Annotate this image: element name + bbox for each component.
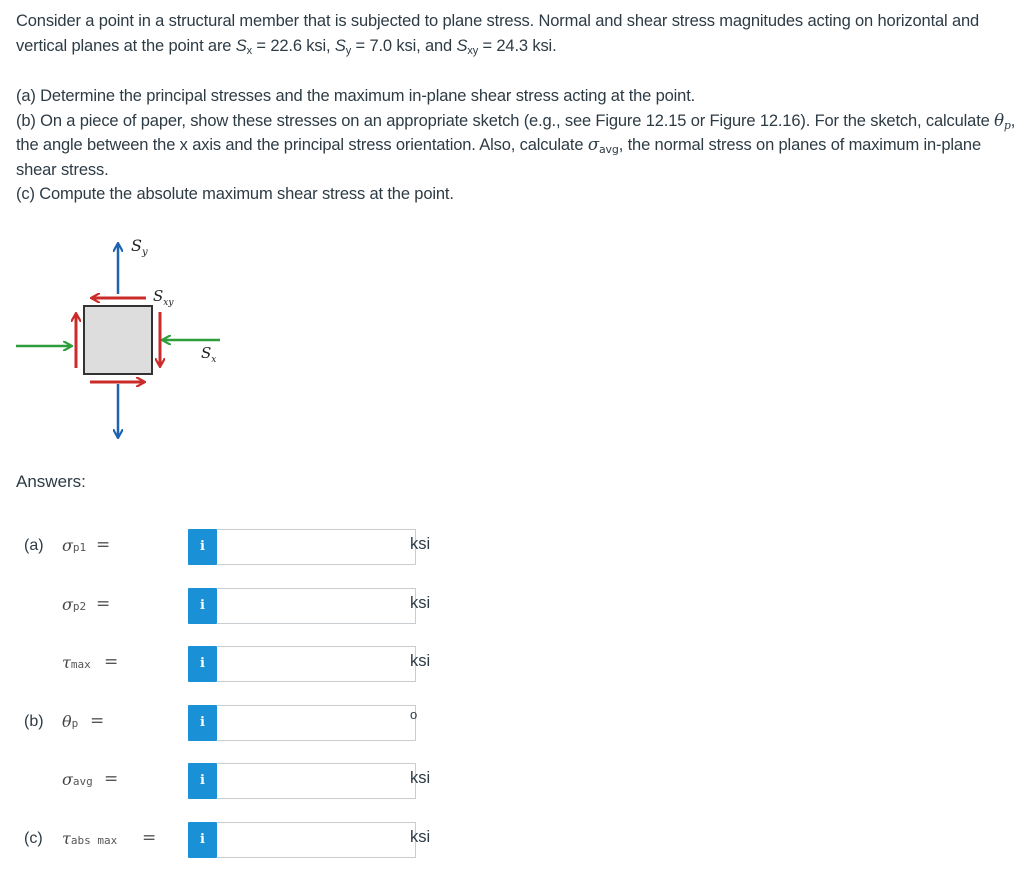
equals-sign: = (104, 652, 119, 672)
unit-label: ksi (410, 769, 431, 787)
sx-symbol: S (235, 36, 247, 55)
stress-element-square (84, 306, 152, 374)
part-label: (c) (24, 830, 43, 847)
question-part-c: (c) Compute the absolute maximum shear stress at the point. (16, 185, 454, 203)
variable-label: σp2 (62, 595, 87, 614)
answer-row-tau-abs-max (0, 822, 1024, 858)
info-icon[interactable]: i (188, 588, 217, 624)
equals-sign: = (142, 828, 157, 848)
variable-label: σp1 (62, 536, 87, 555)
variable-label: τmax (62, 653, 91, 672)
variable-label: τabs max (62, 829, 118, 848)
equals-sign: = (96, 594, 111, 614)
degree-unit-label: o (410, 707, 418, 722)
sigma-p1-input[interactable] (217, 529, 416, 565)
unit-label: ksi (410, 594, 431, 612)
label-sxy: $S_{xy}$ (153, 287, 174, 308)
unit-label: ksi (410, 652, 431, 670)
part-label: (a) (24, 537, 44, 554)
question-intro: Consider a point in a structural member that is subjected to plane stress. Normal and shear stress magnitudes acting on horizontal and vertical planes at the point are $S_x = 22.6$ ksi, $S_y = 7.0$ ksi, and $S_{xy} = 24.3$ ksi. (16, 12, 980, 57)
question-part-a: (a) Determine the principal stresses and the maximum in-plane shear stress acting at the point. (16, 87, 696, 105)
info-icon[interactable]: i (188, 529, 217, 565)
stress-element-figure (10, 232, 230, 447)
info-icon[interactable]: i (188, 763, 217, 799)
variable-label: σavg (62, 770, 93, 789)
equals-sign: = (90, 711, 105, 731)
tau-max-input[interactable] (217, 646, 416, 682)
answers-label: Answers: (16, 472, 86, 491)
tau-abs-max-input[interactable] (217, 822, 416, 858)
sxy-symbol: S (456, 36, 468, 55)
info-icon[interactable]: i (188, 705, 217, 741)
theta-p-input[interactable] (217, 705, 416, 741)
unit-label: ksi (410, 828, 431, 846)
unit-label: ksi (410, 535, 431, 553)
answer-row-sigma-p2 (0, 588, 1024, 624)
info-icon[interactable]: i (188, 646, 217, 682)
equals-sign: = (96, 535, 111, 555)
answer-row-theta-p (0, 705, 1024, 741)
answer-row-sigma-avg (0, 763, 1024, 799)
part-label: (b) (24, 713, 44, 730)
sigma-avg-input[interactable] (217, 763, 416, 799)
answer-row-sigma-p1 (0, 529, 1024, 565)
label-sy: $S_y$ (131, 236, 148, 258)
question-text (16, 9, 1016, 207)
info-icon[interactable]: i (188, 822, 217, 858)
label-sx: $S_x$ (201, 344, 217, 365)
sy-symbol: S (334, 36, 346, 55)
answer-row-tau-max (0, 646, 1024, 682)
sigma-p2-input[interactable] (217, 588, 416, 624)
variable-label: θp (62, 712, 79, 731)
stress-element-diagram (10, 232, 230, 447)
question-part-b: (b) On a piece of paper, show these stresses on an appropriate sketch (e.g., see Figure 12.15 or Figure 12.16). For the sketch, calculate $\theta_p$, the angle between the x axis and the principal stress orientation. Also, calculate $\sigma_{avg}$, the normal stress on planes of maximum in-plane shear stress. (16, 110, 1016, 179)
equals-sign: = (104, 769, 119, 789)
